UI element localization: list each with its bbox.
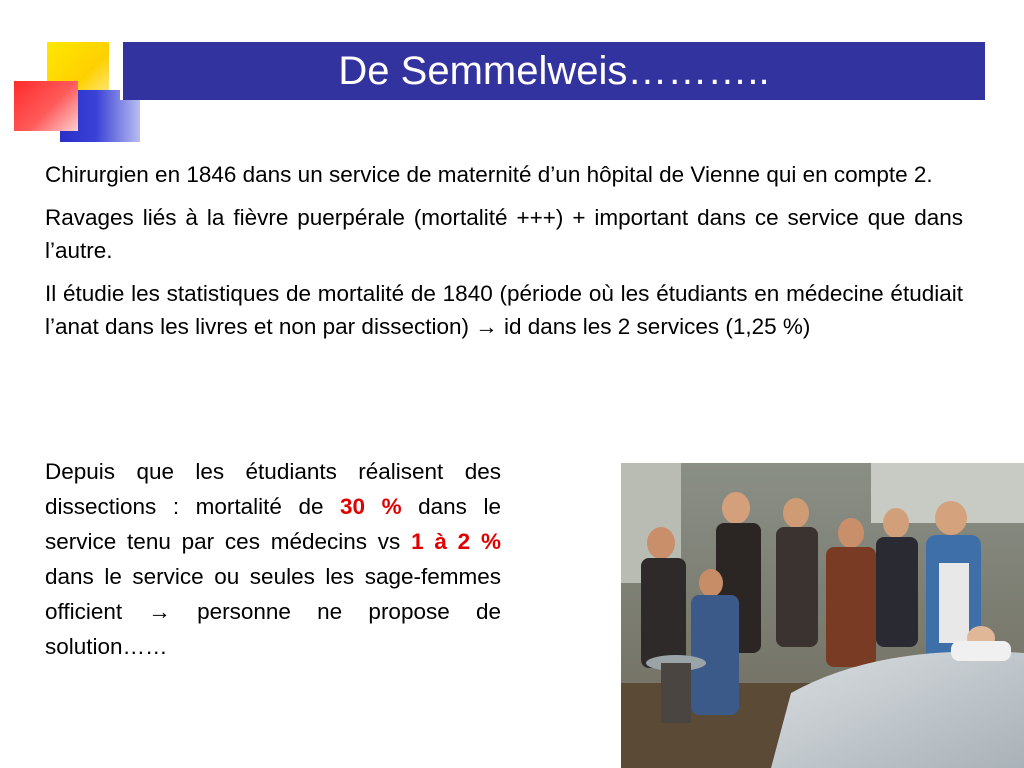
paragraph-1: Chirurgien en 1846 dans un service de maternité d’un hôpital de Vienne qui en compte 2. xyxy=(45,162,933,187)
side-text-part-1: Depuis que les étudiants réalisent des dissections : mortalité de xyxy=(45,459,501,519)
body-text xyxy=(45,158,963,353)
highlight-30-percent: 30 % xyxy=(340,494,402,519)
painting-image xyxy=(621,463,1024,768)
side-text-part-3: dans le service ou seules les sage-femmes officient → personne ne propose de solution…… xyxy=(45,564,501,659)
highlight-1-2-percent: 1 à 2 % xyxy=(411,529,501,554)
side-paragraph xyxy=(45,454,501,664)
paragraph-2: Ravages liés à la fièvre puerpérale (mortalité +++) + important dans ce service que dans l’autre. xyxy=(45,205,963,263)
title-bar xyxy=(120,42,985,100)
side-text xyxy=(45,454,501,664)
painting-illustration xyxy=(621,463,1024,768)
side-text-part-2: dans le service tenu par ces médecins vs xyxy=(45,494,501,554)
paragraph-3: Il étudie les statistiques de mortalité de 1840 (période où les étudiants en médecine étudiait l’anat dans les livres et non par dissection) → id dans les 2 services (1,25 %) xyxy=(45,281,963,339)
slide-title: De Semmelweis……….. xyxy=(338,49,770,93)
decor-red-square xyxy=(14,81,78,131)
